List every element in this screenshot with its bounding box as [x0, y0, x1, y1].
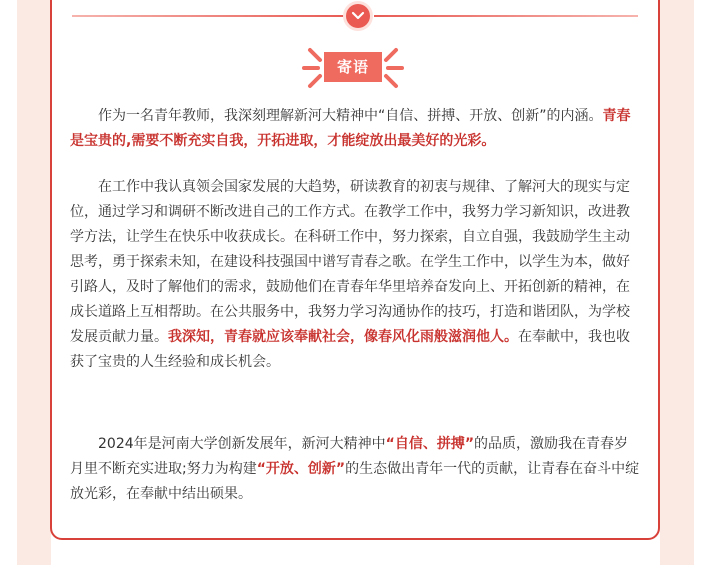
- burst-left-icon: [300, 44, 324, 92]
- left-side-band: [17, 0, 51, 565]
- top-divider-right: [374, 15, 638, 17]
- paragraph-3-text: 2024年是河南大学创新发展年，新河大精神中: [98, 436, 386, 452]
- section-title: 寄语: [324, 52, 382, 82]
- paragraph-3-highlight-1: “自信、拼搏”: [385, 436, 475, 452]
- paragraph-1-highlight: 青春是宝贵的,需要不断充实自我，开拓进取，才能绽放出最美好的光彩。: [70, 108, 631, 149]
- chevron-down-icon: [346, 4, 370, 28]
- right-side-band: [660, 0, 694, 565]
- burst-right-icon: [382, 44, 406, 92]
- paragraph-3: [70, 432, 642, 507]
- paragraph-1: [70, 104, 642, 154]
- paragraph-2-highlight: 我深知，青春就应该奉献社会，像春风化雨般滋润他人。: [168, 329, 518, 345]
- paragraph-3-text-mid: 的品质，激励我在青春岁月里不断充实进取;努力为构建: [70, 436, 629, 477]
- paragraph-2: [70, 175, 642, 375]
- top-divider-left: [72, 15, 344, 17]
- paragraph-2-text: 在工作中我认真领会国家发展的大趋势，研读教育的初衷与规律、了解河大的现实与定位，通过学习和调研不断改进自己的工作方式。在教学工作中，我努力学习新知识，改进教学方法，让学生在快乐中收获成长。在科研工作中，努力探索，自立自强，我鼓励学生主动思考，勇于探索未知，在建设科技强国中谱写青春之歌。在学生工作中，以学生为本，做好引路人，及时了解他们的需求，鼓励他们在青春年华里培养奋发向上、开拓创新的精神，在成长道路上互相帮助。在公共服务中，我努力学习沟通协作的技巧，打造和谐团队，为学校发展贡献力量。: [70, 179, 630, 345]
- paragraph-2-text-end: 在奉献中，我也收获了宝贵的人生经验和成长机会。: [70, 329, 630, 370]
- paragraph-1-text: 作为一名青年教师，我深刻理解新河大精神中“自信、拼搏、开放、创新”的内涵。: [98, 108, 603, 124]
- paragraph-3-text-end: 的生态做出青年一代的贡献，让青春在奋斗中绽放光彩，在奉献中结出硕果。: [70, 461, 640, 502]
- paragraph-3-highlight-2: “开放、创新”: [256, 461, 346, 477]
- section-title-badge: [300, 44, 406, 92]
